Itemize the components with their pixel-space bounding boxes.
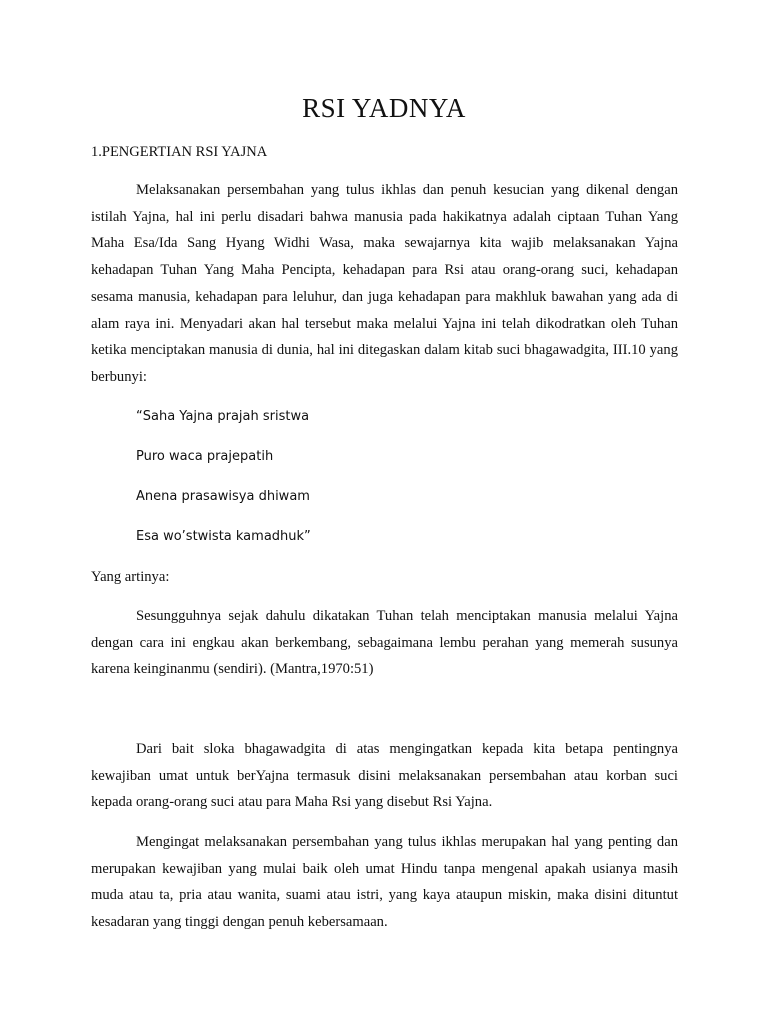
verse-line-3: Anena prasawisya dhiwam [136, 489, 310, 504]
paragraph-obligation: Mengingat melaksanakan persembahan yang tulus ikhlas merupakan hal yang penting dan merupakan kewajiban yang mulai baik oleh umat Hindu tanpa mengenal apakah usianya masih muda atau ta, pria atau wanita, suami atau istri, yang kaya ataupun miskin, maka disini dituntut kesadaran yang tinggi dengan penuh kebersamaan. [91, 834, 678, 931]
meaning-label: Yang artinya: [91, 569, 170, 585]
paragraph-translation: Sesungguhnya sejak dahulu dikatakan Tuhan telah menciptakan manusia melalui Yajna dengan cara ini engkau akan berkembang, sebagaimana lembu perahan yang memerah susunya karena keinginanmu (sendiri). (Mantra,1970:51) [91, 608, 678, 678]
verse-line-1: “Saha Yajna prajah sristwa [136, 409, 310, 424]
verse-line-2: Puro waca prajepatih [136, 449, 274, 464]
paragraph-reflection: Dari bait sloka bhagawadgita di atas mengingatkan kepada kita betapa pentingnya kewajiban umat untuk berYajna termasuk disini melaksanakan persembahan atau korban suci kepada orang-orang suci atau para Maha Rsi yang disebut Rsi Yajna. [91, 741, 678, 811]
section-heading: 1.PENGERTIAN RSI YAJNA [91, 144, 268, 160]
verse-line-4: Esa wo’stwista kamadhuk” [136, 529, 311, 544]
document-title: RSI YADNYA [302, 93, 466, 123]
paragraph-intro: Melaksanakan persembahan yang tulus ikhlas dan penuh kesucian yang dikenal dengan istilah Yajna, hal ini perlu disadari bahwa manusia pada hakikatnya adalah ciptaan Tuhan Yang Maha Esa/Ida Sang Hyang Widhi Wasa, maka sewajarnya kita wajib melaksanakan Yajna kehadapan Tuhan Yang Maha Pencipta, kehadapan para Rsi atau orang-orang suci, kehadapan sesama manusia, kehadapan para leluhur, dan juga kehadapan para makhluk bawahan yang ada di alam raya ini. Menyadari akan hal tersebut maka melalui Yajna ini telah dikodratkan oleh Tuhan ketika menciptakan manusia di dunia, hal ini ditegaskan dalam kitab suci bhagawadgita, III.10 yang berbunyi: [91, 182, 678, 385]
